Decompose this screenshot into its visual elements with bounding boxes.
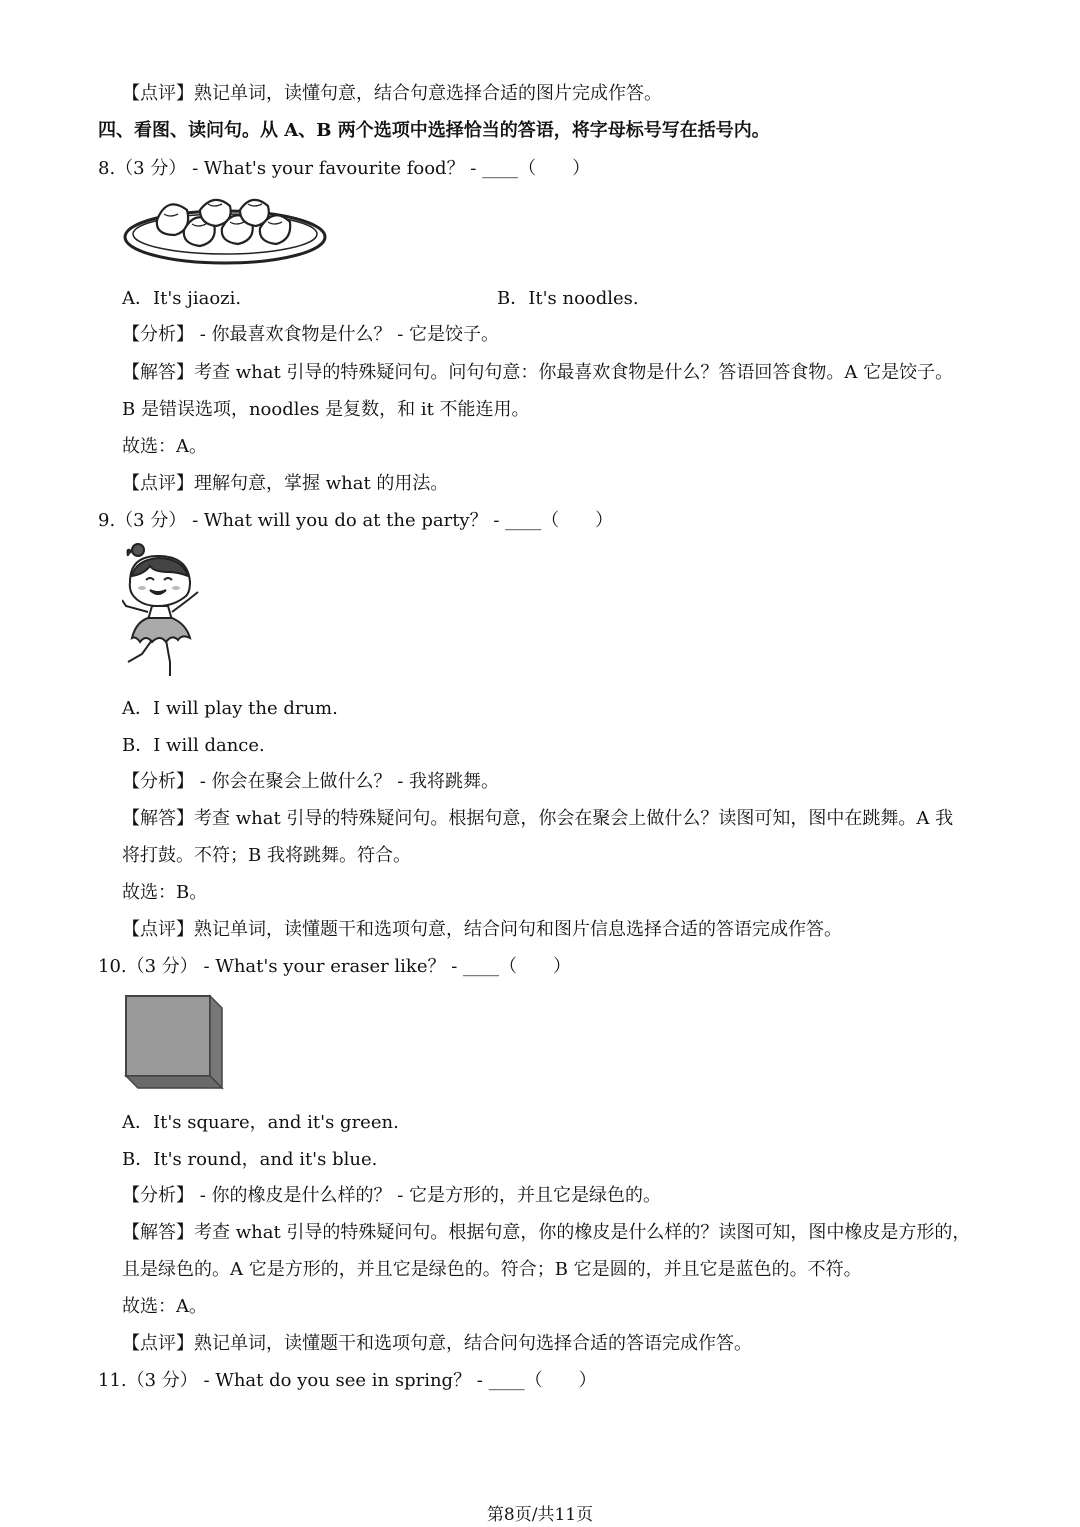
q9-option-b: B．I will dance. [122, 735, 265, 756]
q9-choice: 故选：B。 [122, 882, 208, 903]
square-eraser-image [122, 992, 226, 1092]
q8-answer-line-2: B 是错误选项，noodles 是复数，和 it 不能连用。 [122, 399, 530, 420]
q8-analysis: 【分析】 - 你最喜欢食物是什么？ - 它是饺子。 [122, 324, 500, 345]
q9-comment: 【点评】熟记单词，读懂题干和选项句意，结合问句和图片信息选择合适的答语完成作答。 [122, 919, 842, 940]
question-11: 11.（3 分） - What do you see in spring？ - ____（ ） [98, 1370, 597, 1391]
q8-option-b: B．It's noodles. [497, 288, 639, 309]
q8-choice: 故选：A。 [122, 436, 207, 457]
q8-answer-line-1: 【解答】考查 what 引导的特殊疑问句。问句句意：你最喜欢食物是什么？答语回答食物。A 它是饺子。 [122, 362, 954, 383]
q10-answer-line-1: 【解答】考查 what 引导的特殊疑问句。根据句意，你的橡皮是什么样的？读图可知，图中橡皮是方形的， [122, 1222, 971, 1243]
question-10: 10.（3 分） - What's your eraser like？ - ____（ ） [98, 956, 572, 977]
top-comment: 【点评】熟记单词，读懂句意，结合句意选择合适的图片完成作答。 [122, 83, 662, 104]
q8-comment: 【点评】理解句意，掌握 what 的用法。 [122, 473, 449, 494]
dancing-girl-image [122, 542, 206, 682]
q9-answer-line-1: 【解答】考查 what 引导的特殊疑问句。根据句意，你会在聚会上做什么？读图可知，图中在跳舞。A 我 [122, 808, 954, 829]
q10-comment: 【点评】熟记单词，读懂题干和选项句意，结合问句选择合适的答语完成作答。 [122, 1333, 752, 1354]
q10-choice: 故选：A。 [122, 1296, 207, 1317]
q8-option-a: A．It's jiaozi. [122, 288, 242, 309]
dumplings-plate-image [122, 192, 332, 272]
section-heading: 四、看图、读问句。从 A、B 两个选项中选择恰当的答语，将字母标号写在括号内。 [98, 120, 770, 141]
page-number: 第8页/共11页 [486, 1505, 594, 1525]
question-9: 9.（3 分） - What will you do at the party？ - ____（ ） [98, 510, 614, 531]
q10-option-a: A．It's square，and it's green. [122, 1112, 399, 1133]
q9-answer-line-2: 将打鼓。不符；B 我将跳舞。符合。 [122, 845, 411, 866]
q9-option-a: A．I will play the drum. [122, 698, 338, 719]
q9-analysis: 【分析】 - 你会在聚会上做什么？ - 我将跳舞。 [122, 771, 500, 792]
q10-option-b: B．It's round，and it's blue. [122, 1149, 378, 1170]
question-8: 8.（3 分） - What's your favourite food？ - ____（ ） [98, 158, 591, 179]
q10-answer-line-2: 且是绿色的。A 它是方形的，并且它是绿色的。符合；B 它是圆的，并且它是蓝色的。不符。 [122, 1259, 862, 1280]
q10-analysis: 【分析】 - 你的橡皮是什么样的？ - 它是方形的，并且它是绿色的。 [122, 1185, 662, 1206]
